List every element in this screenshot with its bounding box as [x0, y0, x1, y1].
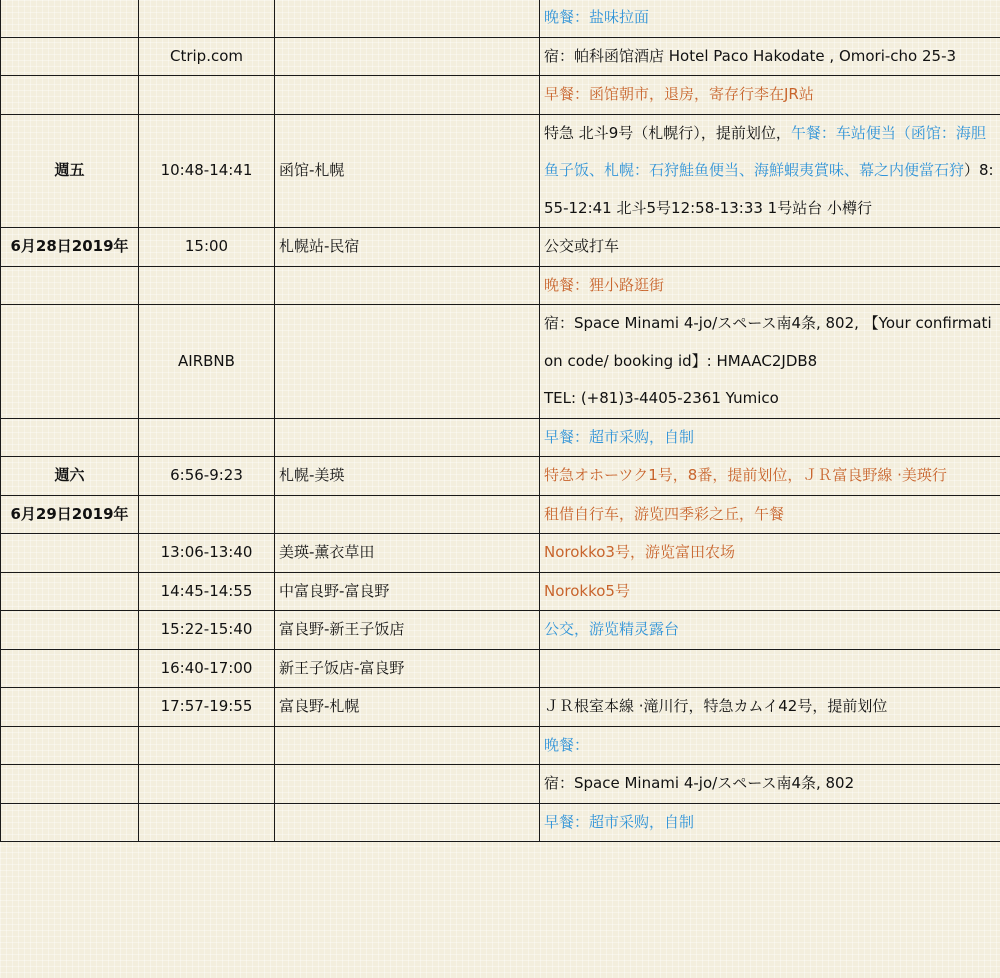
route-cell — [275, 37, 540, 76]
table-row — [1, 76, 1000, 115]
time-cell — [139, 495, 275, 534]
note-text: 午餐：车站便当（函馆：海胆鱼子饭、札幌：石狩鮭鱼便当、海鮮蝦夷賞味、幕之内便當石狩 — [544, 123, 986, 179]
note-cell — [540, 37, 1000, 76]
note-text: 宿：Space Minami 4-jo/スペース南4条, 802, 【Your confirmation code/ booking id】: HMAAC2JDB8 — [544, 314, 992, 370]
note-text: 早餐：超市采购，自制 — [544, 812, 695, 831]
note-cell — [540, 305, 1000, 419]
note-cell — [540, 572, 1000, 611]
time-cell — [139, 765, 275, 804]
note-cell — [540, 457, 1000, 496]
time-cell: Ctrip.com — [139, 37, 275, 76]
note-cell — [540, 688, 1000, 727]
route-cell: 函馆-札幌 — [275, 114, 540, 228]
date-cell — [1, 534, 139, 573]
note-text: 特急 北斗9号（札幌行），提前划位， — [544, 123, 791, 142]
note-cell — [540, 0, 1000, 37]
time-cell: 16:40-17:00 — [139, 649, 275, 688]
time-cell: 17:57-19:55 — [139, 688, 275, 727]
time-cell: 6:56-9:23 — [139, 457, 275, 496]
date-cell — [1, 37, 139, 76]
table-row — [1, 228, 1000, 267]
date-cell — [1, 76, 139, 115]
date-cell — [1, 0, 139, 37]
note-cell — [540, 114, 1000, 228]
route-cell — [275, 726, 540, 765]
note-text: 晚餐：盐味拉面 — [544, 8, 650, 26]
note-cell — [540, 611, 1000, 650]
route-cell: 美瑛-薰衣草田 — [275, 534, 540, 573]
date-cell — [1, 688, 139, 727]
table-row — [1, 418, 1000, 457]
route-cell: 中富良野-富良野 — [275, 572, 540, 611]
table-row — [1, 266, 1000, 305]
note-cell — [540, 495, 1000, 534]
note-text: 公交，游览精灵露台 — [544, 620, 680, 638]
table-row — [1, 114, 1000, 228]
note-cell — [540, 418, 1000, 457]
date-cell — [1, 649, 139, 688]
itinerary-rows — [1, 0, 1000, 842]
note-text: 早餐：超市采购，自制 — [544, 427, 695, 446]
note-text: 晚餐： — [544, 735, 590, 754]
time-cell — [139, 726, 275, 765]
route-cell — [275, 266, 540, 305]
note-text: TEL: (+81)3-4405-2361 Yumico — [544, 389, 779, 407]
note-cell — [540, 803, 1000, 842]
route-cell: 富良野-札幌 — [275, 688, 540, 727]
date-cell: 6月29日2019年 — [1, 495, 139, 534]
note-text: 宿：Space Minami 4-jo/スペース南4条, 802 — [544, 774, 855, 792]
note-cell — [540, 726, 1000, 765]
date-cell: 週五 — [1, 114, 139, 228]
route-cell — [275, 803, 540, 842]
table-row — [1, 611, 1000, 650]
date-cell — [1, 726, 139, 765]
note-text: 早餐：函馆朝市，退房，寄存行李在JR站 — [544, 85, 814, 103]
route-cell — [275, 765, 540, 804]
note-text: 宿：帕科函馆酒店 Hotel Paco Hakodate , Omori-cho 25-3 — [544, 46, 957, 65]
table-row — [1, 649, 1000, 688]
note-cell — [540, 76, 1000, 115]
note-cell — [540, 765, 1000, 804]
time-cell — [139, 803, 275, 842]
note-text: 租借自行车，游览四季彩之丘，午餐 — [544, 504, 785, 523]
time-cell — [139, 76, 275, 115]
note-cell — [540, 266, 1000, 305]
table-row — [1, 495, 1000, 534]
note-cell — [540, 228, 1000, 267]
route-cell: 富良野-新王子饭店 — [275, 611, 540, 650]
table-row — [1, 305, 1000, 419]
time-cell: 15:22-15:40 — [139, 611, 275, 650]
time-cell: 15:00 — [139, 228, 275, 267]
date-cell — [1, 765, 139, 804]
date-cell: 週六 — [1, 457, 139, 496]
date-cell — [1, 611, 139, 650]
time-cell — [139, 266, 275, 305]
note-text: Norokko3号，游览富田农场 — [544, 543, 735, 561]
time-cell: AIRBNB — [139, 305, 275, 419]
date-cell — [1, 572, 139, 611]
note-cell — [540, 534, 1000, 573]
time-cell: 14:45-14:55 — [139, 572, 275, 611]
note-text: 晚餐：狸小路逛街 — [544, 275, 665, 294]
table-row — [1, 0, 1000, 37]
time-cell: 10:48-14:41 — [139, 114, 275, 228]
route-cell — [275, 305, 540, 419]
table-row — [1, 37, 1000, 76]
route-cell — [275, 495, 540, 534]
table-row — [1, 803, 1000, 842]
note-text: ＪＲ根室本線 ·滝川行，特急カムイ42号，提前划位 — [544, 697, 888, 715]
date-cell — [1, 266, 139, 305]
table-row — [1, 457, 1000, 496]
route-cell — [275, 0, 540, 37]
note-text: ）8:55-12:41 北斗5号12:58-13:33 1号站台 小樽行 — [544, 161, 994, 217]
table-row — [1, 572, 1000, 611]
table-row — [1, 726, 1000, 765]
table-row — [1, 765, 1000, 804]
route-cell — [275, 76, 540, 115]
route-cell — [275, 418, 540, 457]
note-cell — [540, 649, 1000, 688]
route-cell: 新王子饭店-富良野 — [275, 649, 540, 688]
date-cell — [1, 418, 139, 457]
time-cell — [139, 418, 275, 457]
date-cell — [1, 305, 139, 419]
table-row — [1, 534, 1000, 573]
time-cell — [139, 0, 275, 37]
route-cell: 札幌-美瑛 — [275, 457, 540, 496]
table-row — [1, 688, 1000, 727]
note-text: Norokko5号 — [544, 581, 630, 600]
date-cell: 6月28日2019年 — [1, 228, 139, 267]
note-text: 特急オホーツク1号，8番，提前划位，ＪＲ富良野線 ·美瑛行 — [544, 466, 947, 484]
time-cell: 13:06-13:40 — [139, 534, 275, 573]
date-cell — [1, 803, 139, 842]
route-cell: 札幌站-民宿 — [275, 228, 540, 267]
note-text: 公交或打车 — [544, 237, 620, 255]
